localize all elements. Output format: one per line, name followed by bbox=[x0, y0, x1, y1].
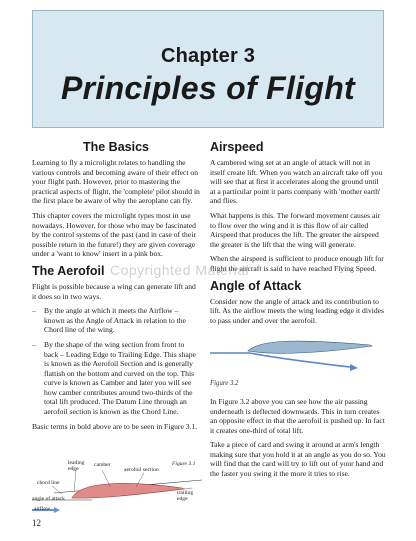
aoa-paragraph-2: In Figure 3.2 above you can see how the air passing underneath is deflected downwards. This in turn creates an opposite effect in that the aerofoil is pushed up. In fact it creates one-third of total lift. bbox=[210, 396, 385, 435]
airspeed-paragraph-1: A cambered wing set at an angle of attack will not in itself create lift. When you watch an aircraft take off you will see that at first it accelerates along the ground until at a particular point it parts company with 'mother earth' and flies. bbox=[210, 158, 383, 206]
figure-3-2-caption: Figure 3.2 bbox=[210, 380, 239, 388]
airfoil-shape bbox=[72, 483, 184, 498]
page-number: 12 bbox=[32, 518, 41, 528]
list-item bbox=[32, 340, 200, 417]
airflow-diagram bbox=[210, 331, 386, 377]
basics-paragraph-1: Learning to fly a microlight relates to handling the various controls and becoming aware of their effect on your flight path. However, prior to mastering the practical aspects of flight, the 'complete' pilot should in the first place be aware of why the aeroplane can fly. bbox=[32, 158, 200, 206]
bullet-text-1: By the angle at which it meets the Airflow – known as the Angle of Attack in relation to the Chord line of the wing. bbox=[44, 306, 186, 335]
label-camber: camber bbox=[94, 462, 111, 468]
figure-3-1-caption: Figure 3.1 bbox=[172, 461, 196, 467]
bullet-text-2: By the shape of the wing section from front to back – Leading Edge to Trailing Edge. This shape is known as the Aerofoil Section and is generally flattish on the bottom and curved on the top. This curve is known as Camber and later you will see how camber contributes around two-thirds of the total lift produced. The Datum Line through an aerofoil section is known as the Chord Line. bbox=[44, 339, 196, 417]
basic-terms-paragraph: Basic terms in bold above are to be seen in Figure 3.1. bbox=[32, 421, 198, 431]
label-leading-edge: leading edge bbox=[68, 460, 85, 472]
airspeed-heading: Airspeed bbox=[210, 140, 264, 154]
label-chord-line: chord line bbox=[37, 480, 60, 486]
airspeed-paragraph-3: When the airspeed is sufficient to produce enough lift for flight the aircraft is said to have reached Flying Speed. bbox=[210, 254, 384, 273]
right-column bbox=[210, 140, 386, 484]
left-column bbox=[32, 140, 200, 436]
aoa-paragraph-1: Consider now the angle of attack and its contribution to lift. As the airflow meets the wing leading edge it divides to pass under and over the aerofoil. bbox=[210, 296, 384, 325]
label-aerofoil-section: aerofoil section bbox=[124, 467, 159, 473]
label-airflow: airflow bbox=[34, 506, 51, 512]
airspeed-paragraph-2: What happens is this. The forward movement causes air to flow over the wing and it is this flow of air called Airspeed that produces the lift. The greater the airspeed the greater is the lift that the wing will generate. bbox=[210, 210, 381, 249]
angle-of-attack-heading: Angle of Attack bbox=[210, 278, 302, 293]
label-trailing-edge: trailing edge bbox=[177, 490, 194, 502]
bullet-dash: – bbox=[32, 339, 36, 349]
list-item bbox=[32, 306, 200, 335]
aerofoil-bullet-list bbox=[32, 306, 200, 417]
basics-heading: The Basics bbox=[82, 140, 149, 154]
watermark: Copyrighted Material bbox=[110, 262, 250, 278]
bullet-dash: – bbox=[32, 306, 36, 316]
aerofoil-paragraph-1: Flight is possible because a wing can generate lift and it does so in two ways. bbox=[32, 281, 196, 301]
figure-3-1 bbox=[32, 458, 202, 516]
aerofoil-heading: The Aerofoil bbox=[32, 263, 105, 278]
figure-3-2 bbox=[210, 331, 386, 377]
label-angle-of-attack: angle of attack bbox=[32, 496, 65, 502]
chapter-label: Chapter 3 bbox=[160, 45, 256, 67]
aoa-paragraph-3: Take a piece of card and swing it around at arm's length making sure that you hold it at an angle as you do so. You will find that the card will try to lift out of your hand and the faster you swing it the more it tries to rise. bbox=[210, 440, 386, 479]
chapter-header bbox=[32, 10, 384, 128]
chapter-title: Principles of Flight bbox=[60, 70, 355, 106]
basics-paragraph-2: This chapter covers the microlight types most in use nowadays. However, for those who may be fascinated by the control systems of the past (and in case of their possible return in the future!) they are given coverage under a 'want to know' insert in a pink box. bbox=[32, 210, 196, 259]
